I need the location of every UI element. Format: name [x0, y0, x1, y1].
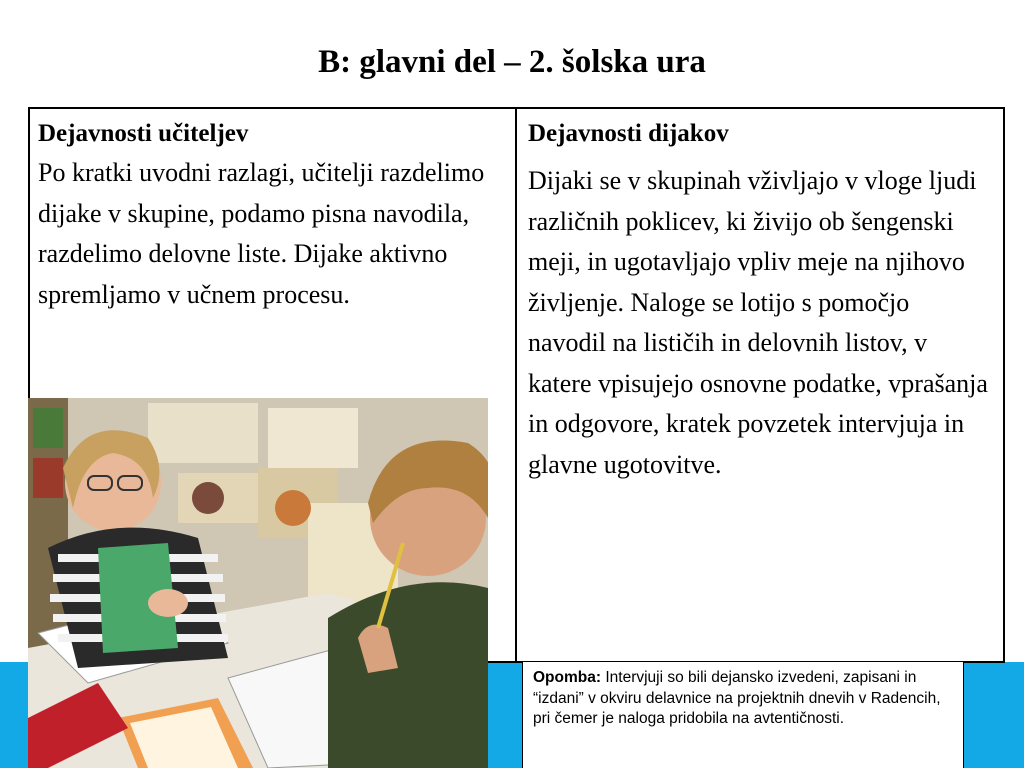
teacher-activities-heading: Dejavnosti učiteljev	[38, 120, 249, 147]
teacher-activities-cell	[38, 115, 508, 315]
slide-title: B: glavni del – 2. šolska ura	[318, 44, 706, 80]
note-text: Intervjuji so bili dejansko izvedeni, zapisani in “izdani” v okviru delavnice na projektnih dnevih v Radencih, pri čemer je naloga pridobila na avtentičnosti.	[533, 669, 941, 727]
note-label: Opomba:	[533, 669, 602, 686]
classroom-photo	[28, 398, 488, 768]
student-activities-text: Dijaki se v skupinah vživljajo v vloge ljudi različnih poklicev, ki živijo ob šengenski meji, in ugotavljajo vpliv meje na njihovo življenje. Naloge se lotijo s pomočjo navodil na lističih in delovnih listov, v katere vpisujejo osnovne podatke, vprašanja in odgovore, kratek povzetek intervjuja in glavne ugotovitve.	[528, 166, 988, 479]
table-column-divider	[515, 107, 517, 663]
teacher-activities-text: Po kratki uvodni razlagi, učitelji razdelimo dijake v skupine, podamo pisna navodila, razdelimo delovne liste. Dijake aktivno spremljamo v učnem procesu.	[38, 158, 485, 309]
student-activities-cell	[528, 115, 993, 485]
student-activities-heading: Dejavnosti dijakov	[528, 120, 729, 147]
note-box	[522, 661, 964, 768]
